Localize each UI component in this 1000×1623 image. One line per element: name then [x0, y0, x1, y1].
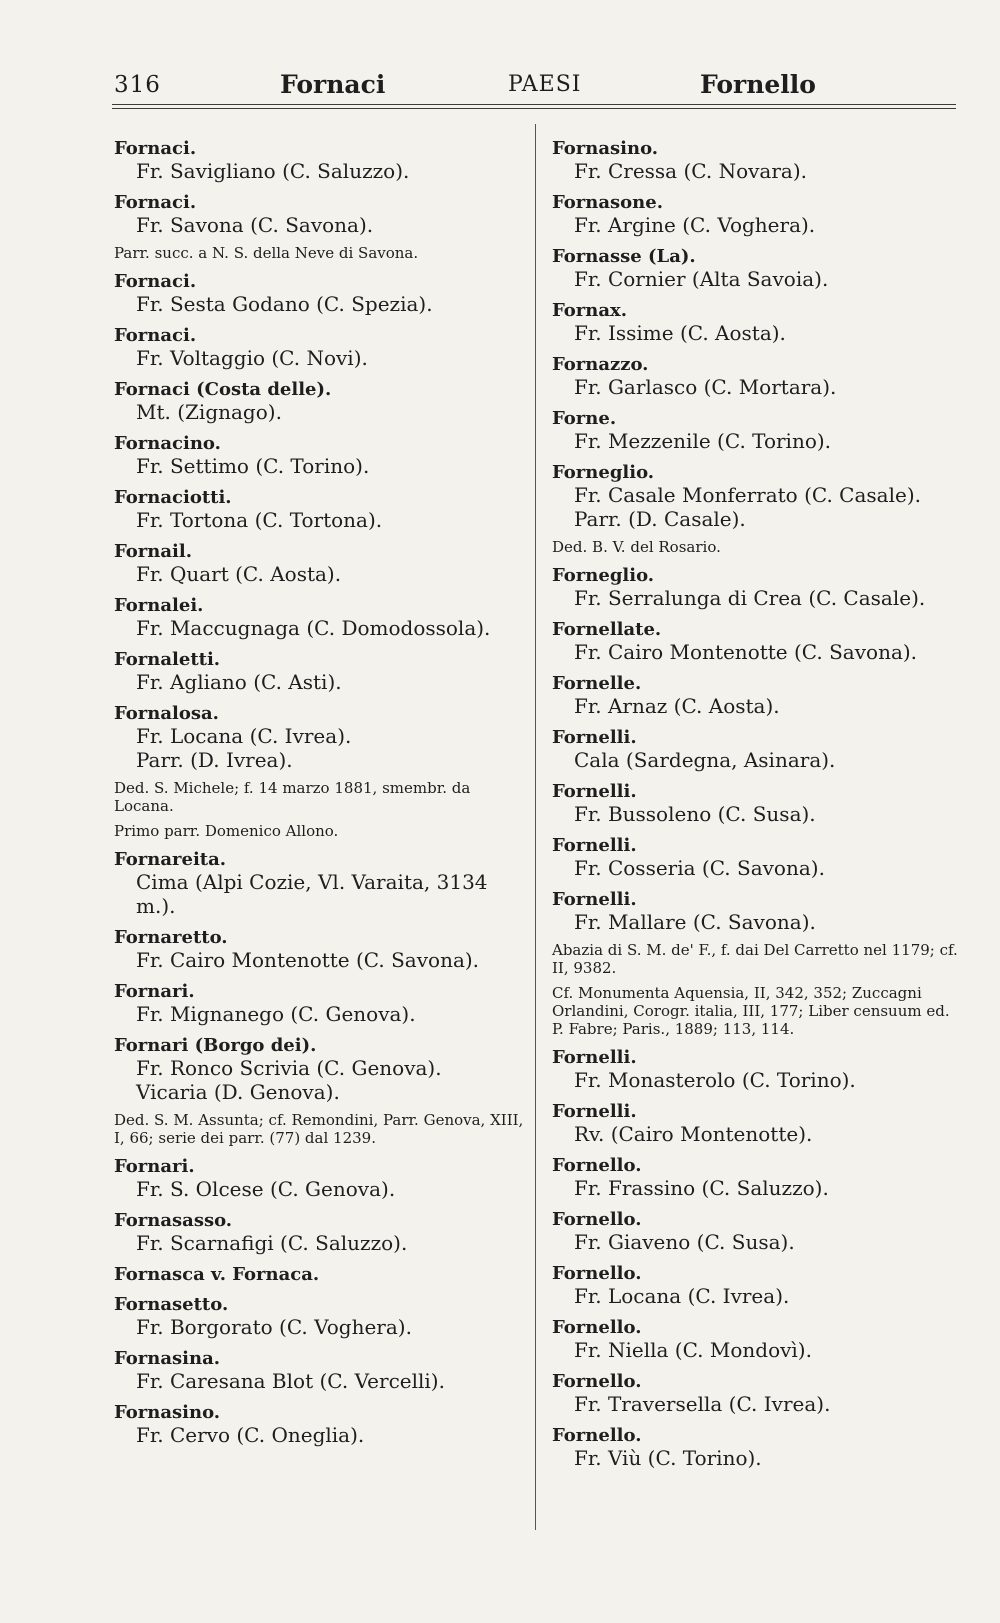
entry-headword: Fornasse (La).	[552, 246, 696, 267]
gazetteer-entry	[552, 462, 962, 556]
entry-headword: Fornaciotti.	[114, 487, 232, 508]
entry-headword: Fornello.	[552, 1425, 642, 1446]
gazetteer-entry	[114, 487, 526, 532]
running-head-center: PAESI	[508, 72, 582, 97]
entry-headword: Fornasina.	[114, 1348, 221, 1369]
gazetteer-entry	[114, 981, 526, 1026]
gazetteer-entry	[114, 433, 526, 478]
entry-line: Fr. Savigliano (C. Saluzzo).	[136, 159, 410, 183]
gazetteer-entry	[114, 325, 526, 370]
entry-line: Fr. Scarnafigi (C. Saluzzo).	[136, 1231, 408, 1255]
entry-headword: Fornareita.	[114, 849, 227, 870]
entry-headword: Fornacino.	[114, 433, 221, 454]
gazetteer-entry	[552, 565, 962, 610]
entry-line: Fr. Mezzenile (C. Torino).	[574, 429, 832, 453]
gazetteer-entry	[114, 703, 526, 840]
left-column	[114, 138, 526, 1456]
running-head-left: Fornaci	[280, 70, 386, 99]
entry-headword: Fornasino.	[114, 1402, 221, 1423]
entry-headword: Fornello.	[552, 1371, 642, 1392]
entry-line: Fr. Cornier (Alta Savoia).	[574, 267, 829, 291]
entry-headword: Fornellate.	[552, 619, 662, 640]
gazetteer-entry	[552, 1155, 962, 1200]
entry-line: Fr. Agliano (C. Asti).	[136, 670, 342, 694]
entry-headword: Fornaletti.	[114, 649, 221, 670]
entry-headword: Fornasetto.	[114, 1294, 229, 1315]
entry-headword: Fornaci.	[114, 271, 197, 292]
gazetteer-entry	[114, 379, 526, 424]
gazetteer-entry	[552, 1263, 962, 1308]
gazetteer-entry	[552, 1047, 962, 1092]
entry-line: Cala (Sardegna, Asinara).	[574, 748, 836, 772]
gazetteer-entry	[114, 1294, 526, 1339]
entry-note: Ded. B. V. del Rosario.	[552, 538, 721, 556]
entry-headword: Fornelli.	[552, 889, 637, 910]
entry-line: Fr. S. Olcese (C. Genova).	[136, 1177, 396, 1201]
entry-line: Fr. Savona (C. Savona).	[136, 213, 374, 237]
entry-headword: Fornello.	[552, 1155, 642, 1176]
entry-headword: Fornaci (Costa delle).	[114, 379, 332, 400]
entry-headword: Forne.	[552, 408, 617, 429]
entry-line: Fr. Ronco Scrivia (C. Genova).	[136, 1056, 442, 1080]
entry-note: Primo parr. Domenico Allono.	[114, 822, 339, 840]
gazetteer-entry	[114, 1156, 526, 1201]
entry-headword: Fornari.	[114, 1156, 195, 1177]
entry-headword: Fornasino.	[552, 138, 659, 159]
gazetteer-entry	[552, 1317, 962, 1362]
entry-line: Fr. Locana (C. Ivrea).	[136, 724, 352, 748]
gazetteer-entry	[552, 300, 962, 345]
column-divider	[535, 124, 536, 1530]
entry-note: Cf. Monumenta Aquensia, II, 342, 352; Zuccagni Orlandini, Corogr. italia, III, 177; Liber censuum ed. P. Fabre; Paris., 1889; 113, 114.	[552, 984, 950, 1038]
entry-line: Fr. Voltaggio (C. Novi).	[136, 346, 368, 370]
entry-headword: Fornaci.	[114, 325, 197, 346]
entry-line: Fr. Bussoleno (C. Susa).	[574, 802, 816, 826]
entry-line: Fr. Frassino (C. Saluzzo).	[574, 1176, 829, 1200]
entry-line: Fr. Sesta Godano (C. Spezia).	[136, 292, 433, 316]
entry-line: Fr. Niella (C. Mondovì).	[574, 1338, 812, 1362]
gazetteer-entry	[552, 835, 962, 880]
entry-headword: Fornello.	[552, 1209, 642, 1230]
entry-headword: Fornelli.	[552, 835, 637, 856]
gazetteer-entry	[552, 192, 962, 237]
entry-line: Fr. Monasterolo (C. Torino).	[574, 1068, 856, 1092]
entry-note: Parr. succ. a N. S. della Neve di Savona.	[114, 244, 419, 262]
entry-line: Fr. Cosseria (C. Savona).	[574, 856, 825, 880]
entry-headword: Fornello.	[552, 1317, 642, 1338]
entry-line: Fr. Borgorato (C. Voghera).	[136, 1315, 412, 1339]
entry-line: Fr. Giaveno (C. Susa).	[574, 1230, 795, 1254]
entry-line: Fr. Traversella (C. Ivrea).	[574, 1392, 831, 1416]
entry-headword: Fornelli.	[552, 1047, 637, 1068]
gazetteer-entry	[552, 619, 962, 664]
entry-line: Fr. Locana (C. Ivrea).	[574, 1284, 790, 1308]
entry-headword: Fornazzo.	[552, 354, 649, 375]
entry-headword: Fornari.	[114, 981, 195, 1002]
entry-line: Fr. Arnaz (C. Aosta).	[574, 694, 780, 718]
entry-note: Abazia di S. M. de' F., f. dai Del Carretto nel 1179; cf. II, 9382.	[552, 941, 958, 977]
gazetteer-entry	[114, 649, 526, 694]
entry-note: Ded. S. M. Assunta; cf. Remondini, Parr. Genova, XIII, I, 66; serie dei parr. (77) dal 1239.	[114, 1111, 524, 1147]
entry-line: Fr. Casale Monferrato (C. Casale).	[574, 483, 921, 507]
running-head-right: Fornello	[700, 70, 816, 99]
header-rule-top	[112, 104, 956, 105]
entry-line: Fr. Mignanego (C. Genova).	[136, 1002, 416, 1026]
entry-headword: Fornaci.	[114, 138, 197, 159]
gazetteer-entry	[114, 1264, 526, 1285]
gazetteer-entry	[114, 1402, 526, 1447]
entry-line: Cima (Alpi Cozie, Vl. Varaita, 3134 m.).	[136, 870, 488, 918]
entry-line: Mt. (Zignago).	[136, 400, 282, 424]
gazetteer-entry	[114, 1035, 526, 1147]
entry-headword: Fornaci.	[114, 192, 197, 213]
entry-headword: Fornasone.	[552, 192, 663, 213]
gazetteer-entry	[552, 354, 962, 399]
entry-headword: Fornello.	[552, 1263, 642, 1284]
entry-line: Fr. Settimo (C. Torino).	[136, 454, 370, 478]
gazetteer-entry	[552, 1209, 962, 1254]
gazetteer-entry	[552, 673, 962, 718]
entry-line: Fr. Viù (C. Torino).	[574, 1446, 762, 1470]
header-rule-bottom	[112, 108, 956, 109]
gazetteer-entry	[114, 192, 526, 262]
gazetteer-entry	[114, 1348, 526, 1393]
entry-headword: Fornelli.	[552, 727, 637, 748]
entry-line: Fr. Serralunga di Crea (C. Casale).	[574, 586, 926, 610]
entry-headword: Fornax.	[552, 300, 628, 321]
gazetteer-entry	[552, 781, 962, 826]
gazetteer-entry	[114, 849, 526, 918]
entry-headword: Fornelle.	[552, 673, 642, 694]
entry-headword: Forneglio.	[552, 462, 655, 483]
gazetteer-entry	[552, 408, 962, 453]
gazetteer-entry	[552, 1371, 962, 1416]
gazetteer-entry	[114, 1210, 526, 1255]
gazetteer-entry	[552, 1425, 962, 1470]
gazetteer-entry	[114, 927, 526, 972]
gazetteer-entry	[552, 246, 962, 291]
gazetteer-entry	[114, 595, 526, 640]
entry-line: Fr. Tortona (C. Tortona).	[136, 508, 383, 532]
gazetteer-entry	[114, 138, 526, 183]
gazetteer-entry	[552, 138, 962, 183]
entry-headword: Fornail.	[114, 541, 192, 562]
entry-headword: Forneglio.	[552, 565, 655, 586]
entry-headword: Fornasasso.	[114, 1210, 233, 1231]
entry-headword: Fornalosa.	[114, 703, 219, 724]
entry-note: Ded. S. Michele; f. 14 marzo 1881, smembr. da Locana.	[114, 779, 471, 815]
entry-headword: Fornalei.	[114, 595, 204, 616]
entry-headword: Fornelli.	[552, 781, 637, 802]
entry-line: Fr. Cressa (C. Novara).	[574, 159, 807, 183]
gazetteer-entry	[114, 541, 526, 586]
entry-line: Fr. Argine (C. Voghera).	[574, 213, 816, 237]
gazetteer-entry	[552, 1101, 962, 1146]
entry-line: Fr. Garlasco (C. Mortara).	[574, 375, 837, 399]
entry-line: Fr. Quart (C. Aosta).	[136, 562, 342, 586]
entry-line: Fr. Issime (C. Aosta).	[574, 321, 786, 345]
gazetteer-entry	[552, 727, 962, 772]
entry-line: Fr. Maccugnaga (C. Domodossola).	[136, 616, 491, 640]
entry-headword: Fornasca v. Fornaca.	[114, 1264, 320, 1285]
entry-line: Fr. Mallare (C. Savona).	[574, 910, 816, 934]
entry-line: Rv. (Cairo Montenotte).	[574, 1122, 813, 1146]
entry-headword: Fornari (Borgo dei).	[114, 1035, 317, 1056]
gazetteer-entry	[114, 271, 526, 316]
gazetteer-entry	[552, 889, 962, 1038]
entry-line: Vicaria (D. Genova).	[136, 1080, 340, 1104]
entry-line: Fr. Cairo Montenotte (C. Savona).	[574, 640, 918, 664]
right-column	[552, 138, 962, 1479]
entry-line: Fr. Caresana Blot (C. Vercelli).	[136, 1369, 445, 1393]
entry-line: Fr. Cairo Montenotte (C. Savona).	[136, 948, 480, 972]
entry-line: Parr. (D. Ivrea).	[136, 748, 293, 772]
entry-line: Parr. (D. Casale).	[574, 507, 746, 531]
entry-headword: Fornaretto.	[114, 927, 228, 948]
page-header	[0, 0, 1000, 112]
page-number: 316	[114, 72, 161, 98]
entry-headword: Fornelli.	[552, 1101, 637, 1122]
entry-line: Fr. Cervo (C. Oneglia).	[136, 1423, 365, 1447]
